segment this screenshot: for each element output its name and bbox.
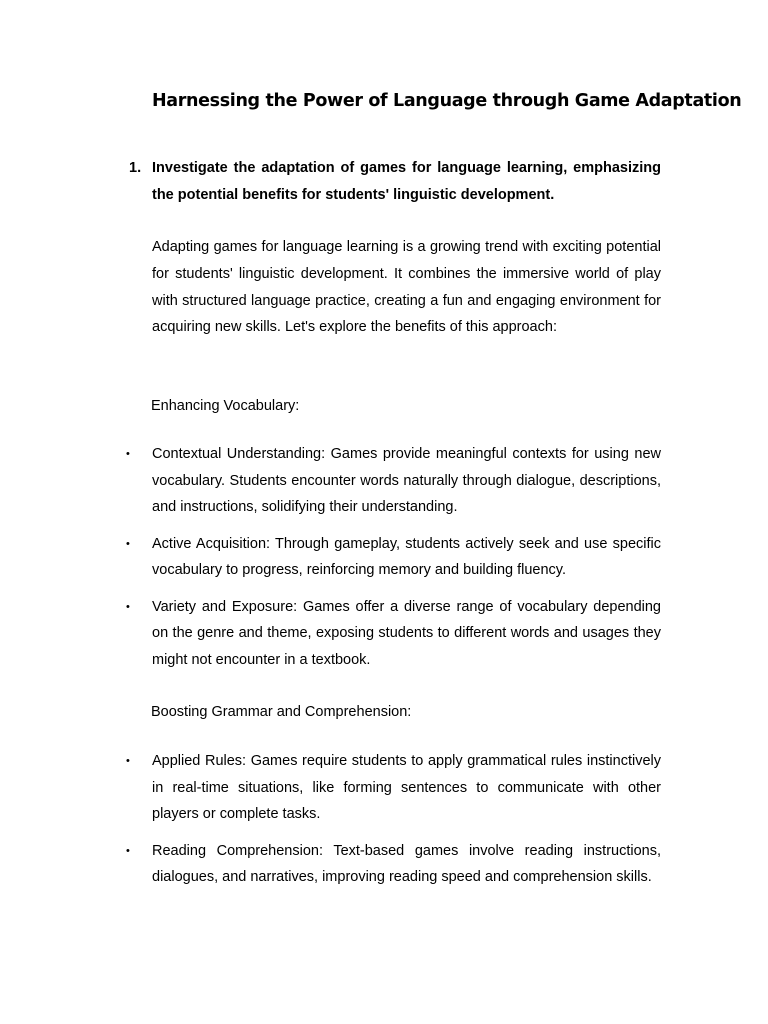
bullet-icon: • — [126, 844, 130, 857]
item-heading: Investigate the adaptation of games for language learning, emphasizing the potential benefits for students' linguistic development. — [152, 160, 661, 203]
bullet-icon: • — [126, 537, 130, 550]
numbered-item-1 — [129, 155, 661, 208]
grammar-subheading: Boosting Grammar and Comprehension: — [151, 704, 412, 720]
vocabulary-bullet-list — [126, 441, 661, 683]
vocabulary-subheading: Enhancing Vocabulary: — [151, 398, 300, 414]
list-item-text: Variety and Exposure: Games offer a diverse range of vocabulary depending on the genre and theme, exposing students to different words and usages they might not encounter in a textbook. — [152, 598, 661, 668]
list-item — [126, 838, 661, 891]
bullet-icon: • — [126, 600, 130, 613]
list-item — [126, 594, 661, 674]
list-item — [126, 748, 661, 828]
list-item-text: Reading Comprehension: Text-based games involve reading instructions, dialogues, and narratives, improving reading speed and comprehension skills. — [152, 842, 661, 886]
list-item — [126, 531, 661, 584]
grammar-bullet-list — [126, 748, 661, 901]
intro-paragraph: Adapting games for language learning is a growing trend with exciting potential for students' linguistic development. It combines the immersive world of play with structured language practice, creating a fun and engaging environment for acquiring new skills. Let's explore the benefits of this approach: — [152, 239, 661, 336]
list-item-text: Active Acquisition: Through gameplay, students actively seek and use specific vocabulary to progress, reinforcing memory and building fluency. — [152, 535, 661, 579]
document-title: Harnessing the Power of Language through Game Adaptation — [152, 91, 742, 111]
list-item — [126, 441, 661, 521]
bullet-icon: • — [126, 448, 130, 460]
list-item-text: Contextual Understanding: Games provide meaningful contexts for using new vocabulary. Students encounter words naturally through dialogue, descriptions, and instructions, solidifying their understanding. — [152, 446, 661, 516]
item-number: 1. — [129, 160, 142, 176]
bullet-icon: • — [126, 755, 130, 767]
list-item-text: Applied Rules: Games require students to apply grammatical rules instinctively in real-time situations, like forming sentences to communicate with other players or complete tasks. — [152, 753, 661, 823]
